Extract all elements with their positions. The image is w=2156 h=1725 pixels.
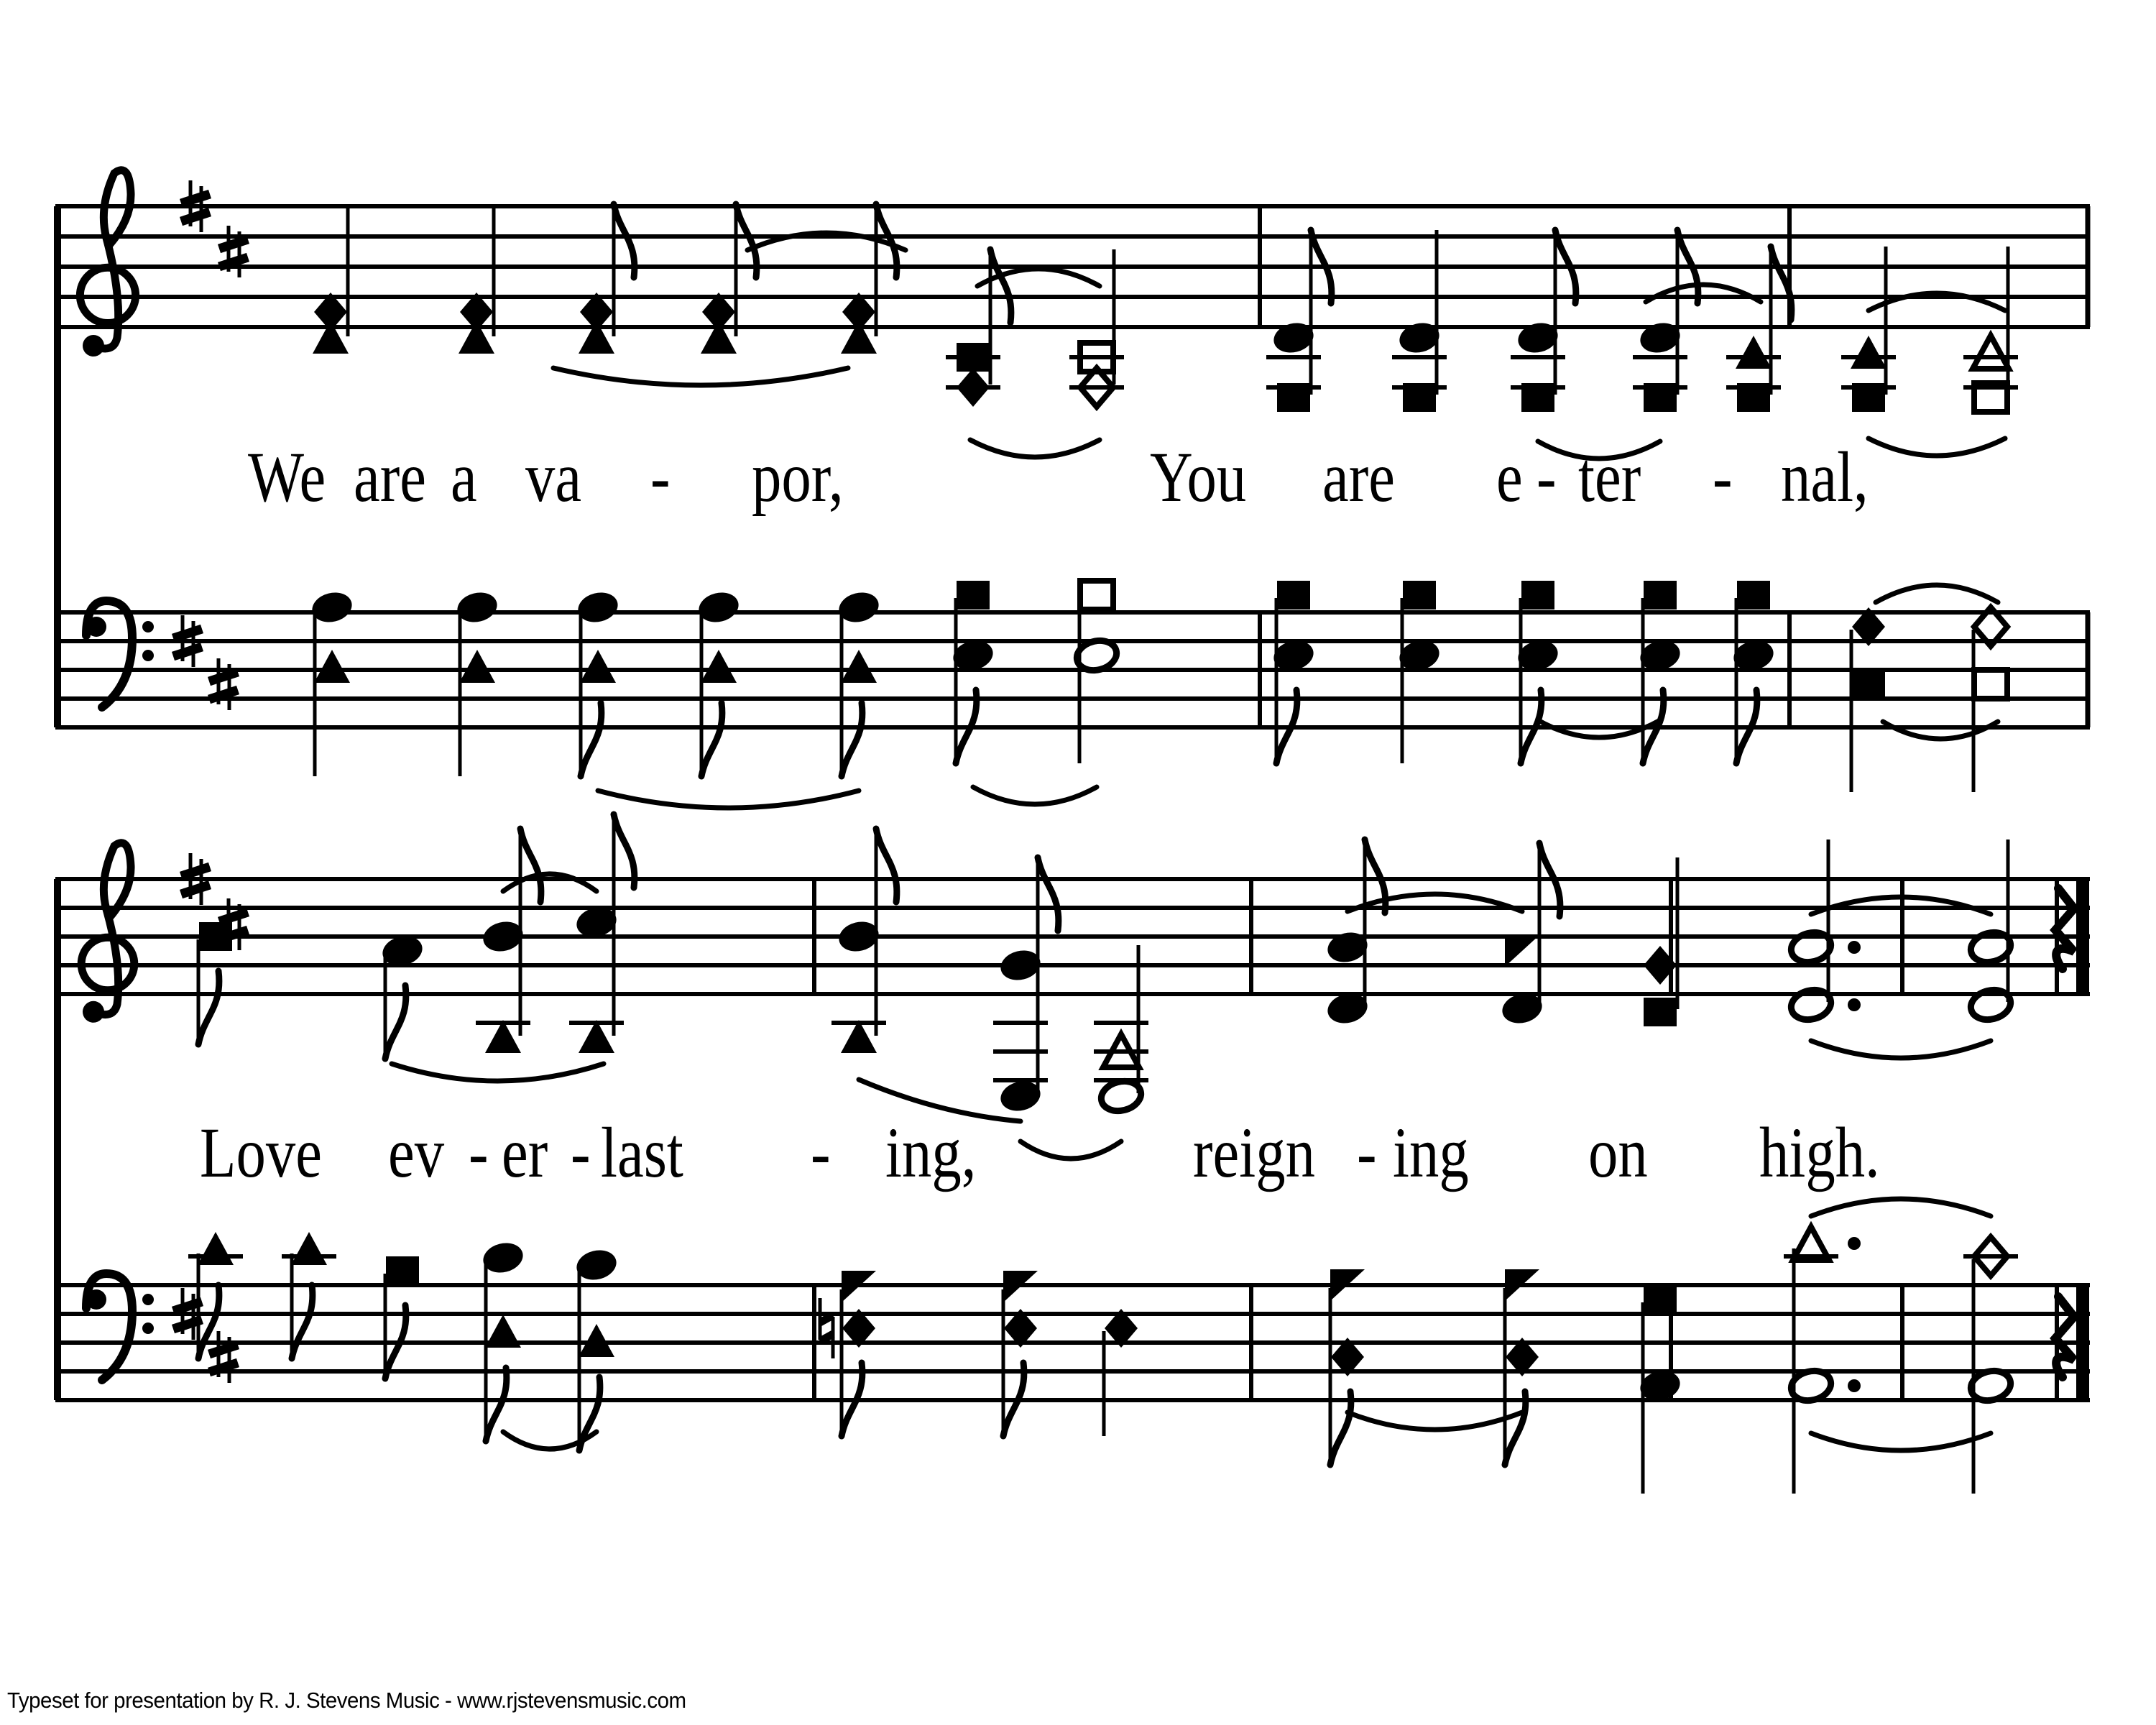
notehead bbox=[1277, 383, 1310, 412]
lyric-word: ing bbox=[1393, 1113, 1469, 1193]
notehead bbox=[1403, 581, 1436, 610]
bass-clef-icon bbox=[142, 621, 154, 632]
bass-clef-icon bbox=[142, 1294, 154, 1305]
lyric-word: er bbox=[502, 1113, 548, 1193]
notehead bbox=[199, 922, 232, 951]
note-flag bbox=[1330, 1392, 1351, 1465]
notehead bbox=[1852, 670, 1885, 699]
slur bbox=[392, 1064, 604, 1081]
slur bbox=[1811, 1199, 1991, 1216]
lyric-word: e bbox=[1496, 438, 1523, 518]
note-flag bbox=[385, 985, 406, 1059]
notehead bbox=[1973, 336, 2009, 369]
bass-clef-icon bbox=[142, 650, 154, 661]
lyric-word: reign bbox=[1193, 1113, 1315, 1193]
note-flag bbox=[614, 814, 635, 888]
natural-icon bbox=[820, 1315, 833, 1322]
notehead bbox=[459, 650, 495, 683]
sharp-icon bbox=[219, 912, 248, 921]
sharp-icon bbox=[209, 672, 238, 681]
slur bbox=[1869, 438, 2005, 456]
notehead bbox=[1277, 581, 1310, 610]
slur bbox=[1021, 1141, 1121, 1159]
slur bbox=[1883, 722, 1998, 739]
notehead bbox=[1852, 383, 1885, 412]
notehead bbox=[485, 1315, 521, 1348]
sharp-icon bbox=[173, 629, 202, 638]
notehead bbox=[1644, 581, 1677, 610]
slur bbox=[1876, 585, 1998, 602]
lyric-word: Love bbox=[200, 1113, 322, 1193]
lyric-hyphen: - bbox=[811, 1113, 831, 1193]
sharp-icon bbox=[181, 212, 210, 221]
slur bbox=[1348, 1412, 1522, 1430]
lyric-word: ev bbox=[388, 1113, 445, 1193]
lyric-word: va bbox=[525, 438, 582, 518]
notehead bbox=[1505, 935, 1539, 967]
lyric-word: high. bbox=[1759, 1113, 1880, 1193]
lyric-word: nal, bbox=[1781, 438, 1869, 518]
lyric-word: a bbox=[451, 438, 477, 518]
lyric-word: por, bbox=[752, 438, 844, 518]
slur bbox=[598, 791, 859, 808]
note-flag bbox=[198, 971, 219, 1044]
lyric-hyphen: - bbox=[469, 1113, 489, 1193]
notehead bbox=[1737, 581, 1770, 610]
notehead bbox=[1737, 383, 1770, 412]
sharp-icon bbox=[181, 867, 210, 876]
slur bbox=[970, 440, 1100, 457]
lyric-word: We bbox=[248, 438, 326, 518]
treble-clef-icon bbox=[83, 335, 104, 356]
bass-clef-icon bbox=[86, 601, 132, 707]
slur bbox=[553, 368, 848, 385]
notehead bbox=[957, 368, 990, 407]
notehead bbox=[198, 1232, 234, 1265]
note-flag bbox=[1038, 857, 1059, 931]
notehead bbox=[841, 650, 877, 683]
note-flag bbox=[842, 703, 862, 776]
notehead bbox=[1974, 670, 2007, 699]
notehead bbox=[1521, 383, 1554, 412]
notehead bbox=[1644, 1285, 1677, 1314]
sharp-icon bbox=[173, 647, 202, 656]
notehead bbox=[1644, 383, 1677, 412]
treble-clef-icon bbox=[83, 1001, 104, 1023]
note-flag bbox=[701, 703, 722, 776]
notehead bbox=[1521, 581, 1554, 610]
sharp-icon bbox=[219, 239, 248, 249]
lyric-hyphen: - bbox=[571, 1113, 591, 1193]
slur bbox=[503, 874, 596, 891]
lyric-word: on bbox=[1588, 1113, 1648, 1193]
notehead bbox=[1080, 581, 1113, 610]
notehead bbox=[386, 1256, 419, 1285]
lyric-hyphen: - bbox=[1713, 438, 1733, 518]
lyric-word: last bbox=[601, 1113, 683, 1193]
slur bbox=[1811, 1433, 1991, 1450]
sharp-icon bbox=[181, 885, 210, 894]
notehead bbox=[1851, 336, 1886, 369]
sharp-icon bbox=[209, 1345, 238, 1354]
lyric-hyphen: - bbox=[650, 438, 671, 518]
lyric-word: ter bbox=[1578, 438, 1641, 518]
lyric-word: are bbox=[1322, 438, 1395, 518]
bass-clef-icon bbox=[86, 1274, 132, 1380]
notehead bbox=[291, 1232, 327, 1265]
notehead bbox=[1403, 383, 1436, 412]
lyric-word: are bbox=[354, 438, 426, 518]
augmentation-dot bbox=[1848, 941, 1861, 954]
sharp-icon bbox=[181, 194, 210, 203]
augmentation-dot bbox=[1848, 1237, 1861, 1250]
lyric-word: You bbox=[1150, 438, 1247, 518]
notehead bbox=[957, 343, 990, 372]
footer-credit: Typeset for presentation by R. J. Stevens Music - www.rjstevensmusic.com bbox=[7, 1688, 686, 1713]
augmentation-dot bbox=[1848, 1379, 1861, 1392]
augmentation-dot bbox=[1848, 998, 1861, 1011]
slur bbox=[1646, 285, 1761, 302]
notehead bbox=[1736, 336, 1772, 369]
notehead bbox=[580, 650, 616, 683]
slur bbox=[1811, 1041, 1991, 1058]
note-flag bbox=[1505, 1392, 1526, 1465]
lyric-hyphen: - bbox=[1537, 438, 1557, 518]
notehead bbox=[1644, 998, 1677, 1026]
slur bbox=[973, 787, 1097, 804]
note-flag bbox=[876, 829, 897, 902]
notehead bbox=[957, 581, 990, 610]
natural-icon bbox=[820, 1334, 833, 1341]
note-flag bbox=[990, 249, 1011, 323]
lyric-hyphen: - bbox=[1357, 1113, 1377, 1193]
bass-clef-icon bbox=[142, 1322, 154, 1334]
note-flag bbox=[520, 829, 541, 902]
lyric-word: ing, bbox=[885, 1113, 977, 1193]
note-flag bbox=[581, 703, 602, 776]
note-flag bbox=[292, 1285, 313, 1358]
notehead bbox=[701, 650, 737, 683]
notehead bbox=[314, 650, 350, 683]
